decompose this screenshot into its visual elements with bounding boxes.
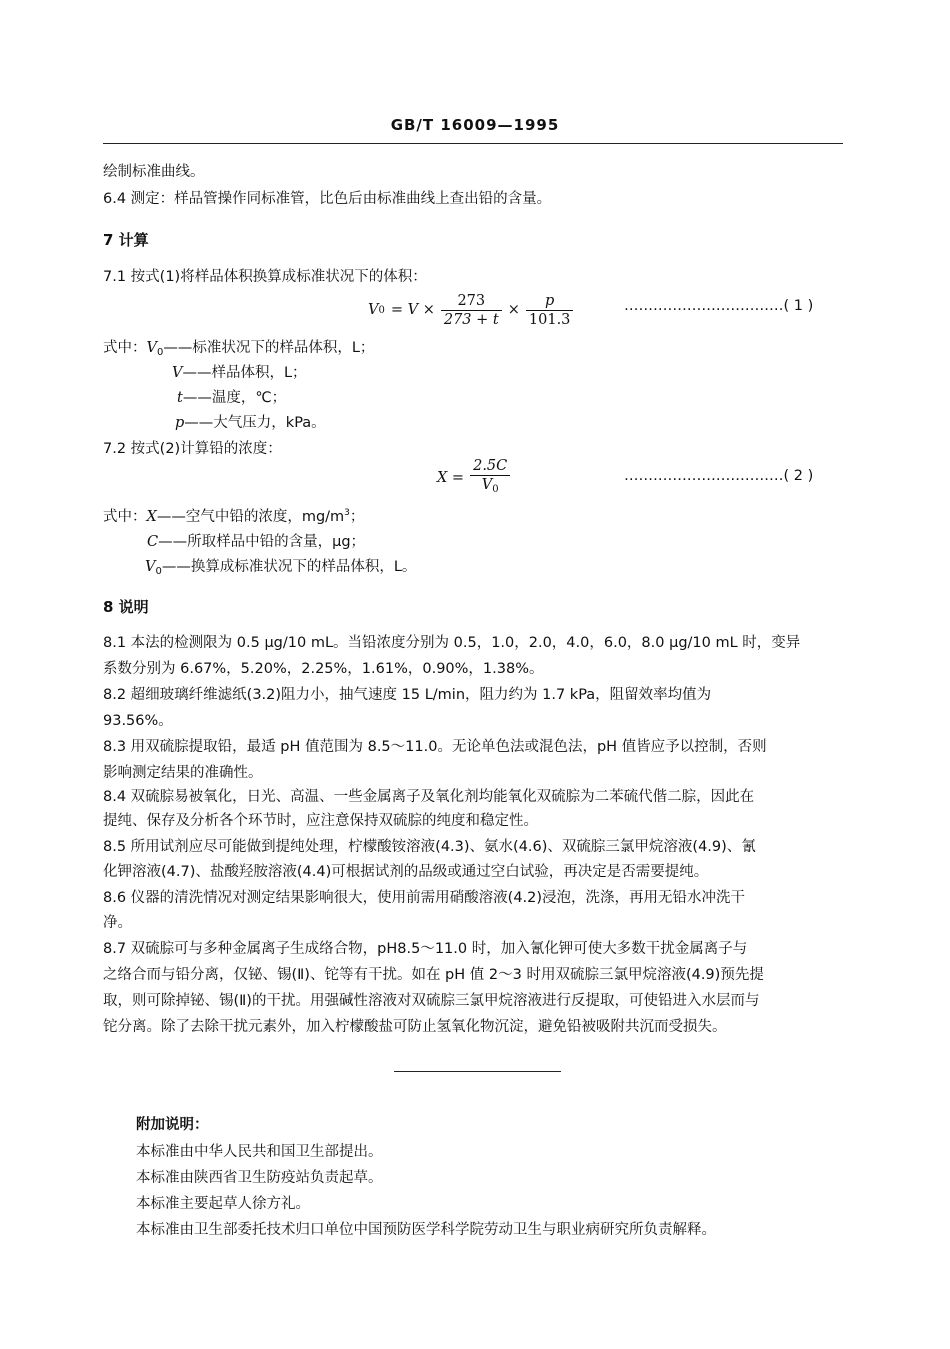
formula-2-fraction [470,457,510,499]
formula-1-times: × [507,302,520,318]
clause-6-4: 6.4 测定：样品管操作同标准管，比色后由标准曲线上查出铅的含量。 [103,191,552,207]
definition-x: ——空气中铅的浓度，mg/m [156,509,345,525]
section-7-heading: 7 计算 [103,231,149,249]
formula-2-leader: ……………………………( [624,468,790,484]
formula-1-number [624,298,813,314]
clause-8-2-line-2: 93.56%。 [103,713,173,729]
clause-8-6-line-2: 净。 [103,915,132,931]
symbol-v0-sub: 0 [155,566,162,577]
formula-2 [437,458,510,498]
clause-8-7-line-2: 之络合而与铅分离，仅铋、锡(Ⅱ)、铊等有干扰。如在 pH 值 2～3 时用双硫腙三氯甲烷溶液(4.9)预先提 [103,967,764,983]
fraction-2-numerator: p [526,292,574,311]
formula-2-label: 2 ) [789,468,814,484]
end-rule [394,1071,561,1072]
section-8-heading: 8 说明 [103,598,149,616]
symbol-p: p [175,415,185,431]
standard-code-header: GB/T 16009—1995 [390,116,560,134]
definition-v0: ——换算成标准状况下的样品体积，L。 [161,559,417,575]
where-list-1-v0 [103,336,374,358]
formula-2-den-v: V [481,477,493,493]
formula-1-fraction-1 [441,292,502,329]
formula-2-lhs: X = [437,470,465,486]
formula-1-fraction-2 [526,292,574,329]
definition-v0: ——标准状况下的样品体积，L； [163,340,375,356]
clause-8-1-line-1: 8.1 本法的检测限为 0.5 μg/10 mL。当铅浓度分别为 0.5，1.0，2.0，4.0，6.0，8.0 μg/10 mL 时，变异 [103,635,801,651]
where-prefix: 式中： [103,340,147,356]
where-list-2-c [147,530,365,551]
symbol-x: X [146,509,157,525]
clause-8-4-line-1: 8.4 双硫腙易被氧化，日光、高温、一些金属离子及氧化剂均能氧化双硫腙为二苯硫代偕二腙，因此在 [103,789,755,805]
formula-1 [368,290,573,330]
appendix-item: 本标准由陕西省卫生防疫站负责起草。 [136,1170,383,1186]
definition-x-sup: 3 [344,508,350,518]
formula-1-lhs-sub: 0 [378,304,385,316]
symbol-c: C [147,534,159,550]
header-rule [103,143,843,144]
appendix-item: 本标准由中华人民共和国卫生部提出。 [136,1144,383,1160]
formula-2-denominator [470,476,510,499]
clause-8-4-line-2: 提纯、保存及分析各个环节时，应注意保持双硫腙的纯度和稳定性。 [103,813,538,829]
fraction-2-denominator: 101.3 [528,311,571,328]
formula-1-label: 1 ) [789,298,814,314]
where-list-1-p [175,411,326,432]
fraction-1-numerator: 273 [441,292,502,311]
text-line: 绘制标准曲线。 [103,164,205,180]
where-list-2-x [103,505,364,526]
clause-8-7-line-3: 取，则可除掉铋、锡(Ⅱ)的干扰。用强碱性溶液对双硫腙三氯甲烷溶液进行反提取，可使铅进入水层而与 [103,993,760,1009]
appendix-title: 附加说明： [136,1117,209,1133]
formula-2-numerator: 2.5C [470,457,510,476]
fraction-1-denominator: 273 + t [443,311,499,328]
clause-8-3-line-2: 影响测定结果的准确性。 [103,765,263,781]
formula-2-number [624,468,813,484]
where-list-2-v0 [145,555,416,577]
where-list-1-t [177,386,286,407]
clause-8-6-line-1: 8.6 仪器的清洗情况对测定结果影响很大，使用前需用硝酸溶液(4.2)浸泡，洗涤，再用无铅水冲洗干 [103,890,746,906]
definition-c: ——所取样品中铅的含量，μg； [158,534,366,550]
clause-7-1: 7.1 按式(1)将样品体积换算成标准状况下的体积： [103,269,427,285]
clause-8-7-line-1: 8.7 双硫腙可与多种金属离子生成络合物，pH8.5～11.0 时，加入氰化钾可使大多数干扰金属离子与 [103,941,748,957]
formula-1-lhs: V [368,302,379,318]
clause-7-2: 7.2 按式(2)计算铅的浓度： [103,441,282,457]
formula-2-den-sub: 0 [492,484,499,495]
clause-8-3-line-1: 8.3 用双硫腙提取铅，最适 pH 值范围为 8.5～11.0。无论单色法或混色法，pH 值皆应予以控制，否则 [103,739,767,755]
symbol-t: t [177,390,183,406]
clause-8-5-line-2: 化钾溶液(4.7)、盐酸羟胺溶液(4.4)可根据试剂的品级或通过空白试验，再决定是否需要提纯。 [103,864,709,880]
appendix-item: 本标准主要起草人徐方礼。 [136,1196,310,1212]
clause-8-2-line-1: 8.2 超细玻璃纤维滤纸(3.2)阻力小，抽气速度 15 L/min，阻力约为 1.7 kPa，阻留效率均值为 [103,687,712,703]
symbol-v0-sub: 0 [156,347,164,358]
symbol-v0: V [146,340,157,356]
where-list-1-v [172,361,307,382]
definition-v: ——样品体积，L； [182,365,307,381]
definition-p: ——大气压力，kPa。 [184,415,326,431]
where-prefix: 式中： [103,509,147,525]
definition-t: ——温度，℃； [182,390,287,406]
clause-8-7-line-4: 铊分离。除了去除干扰元素外，加入柠檬酸盐可防止氢氧化物沉淀，避免铅被吸附共沉而受损失。 [103,1019,727,1035]
symbol-v: V [172,365,183,381]
appendix-item: 本标准由卫生部委托技术归口单位中国预防医学科学院劳动卫生与职业病研究所负责解释。 [136,1222,716,1238]
symbol-v0: V [145,559,156,575]
definition-x-end: ； [349,509,365,525]
clause-8-1-line-2: 系数分别为 6.67%，5.20%，2.25%，1.61%，0.90%，1.38%。 [103,661,544,677]
formula-1-eq: = V × [390,302,435,318]
formula-1-leader: ……………………………( [624,298,790,314]
clause-8-5-line-1: 8.5 所用试剂应尽可能做到提纯处理，柠檬酸铵溶液(4.3)、氨水(4.6)、双硫腙三氯甲烷溶液(4.9)、氰 [103,839,756,855]
